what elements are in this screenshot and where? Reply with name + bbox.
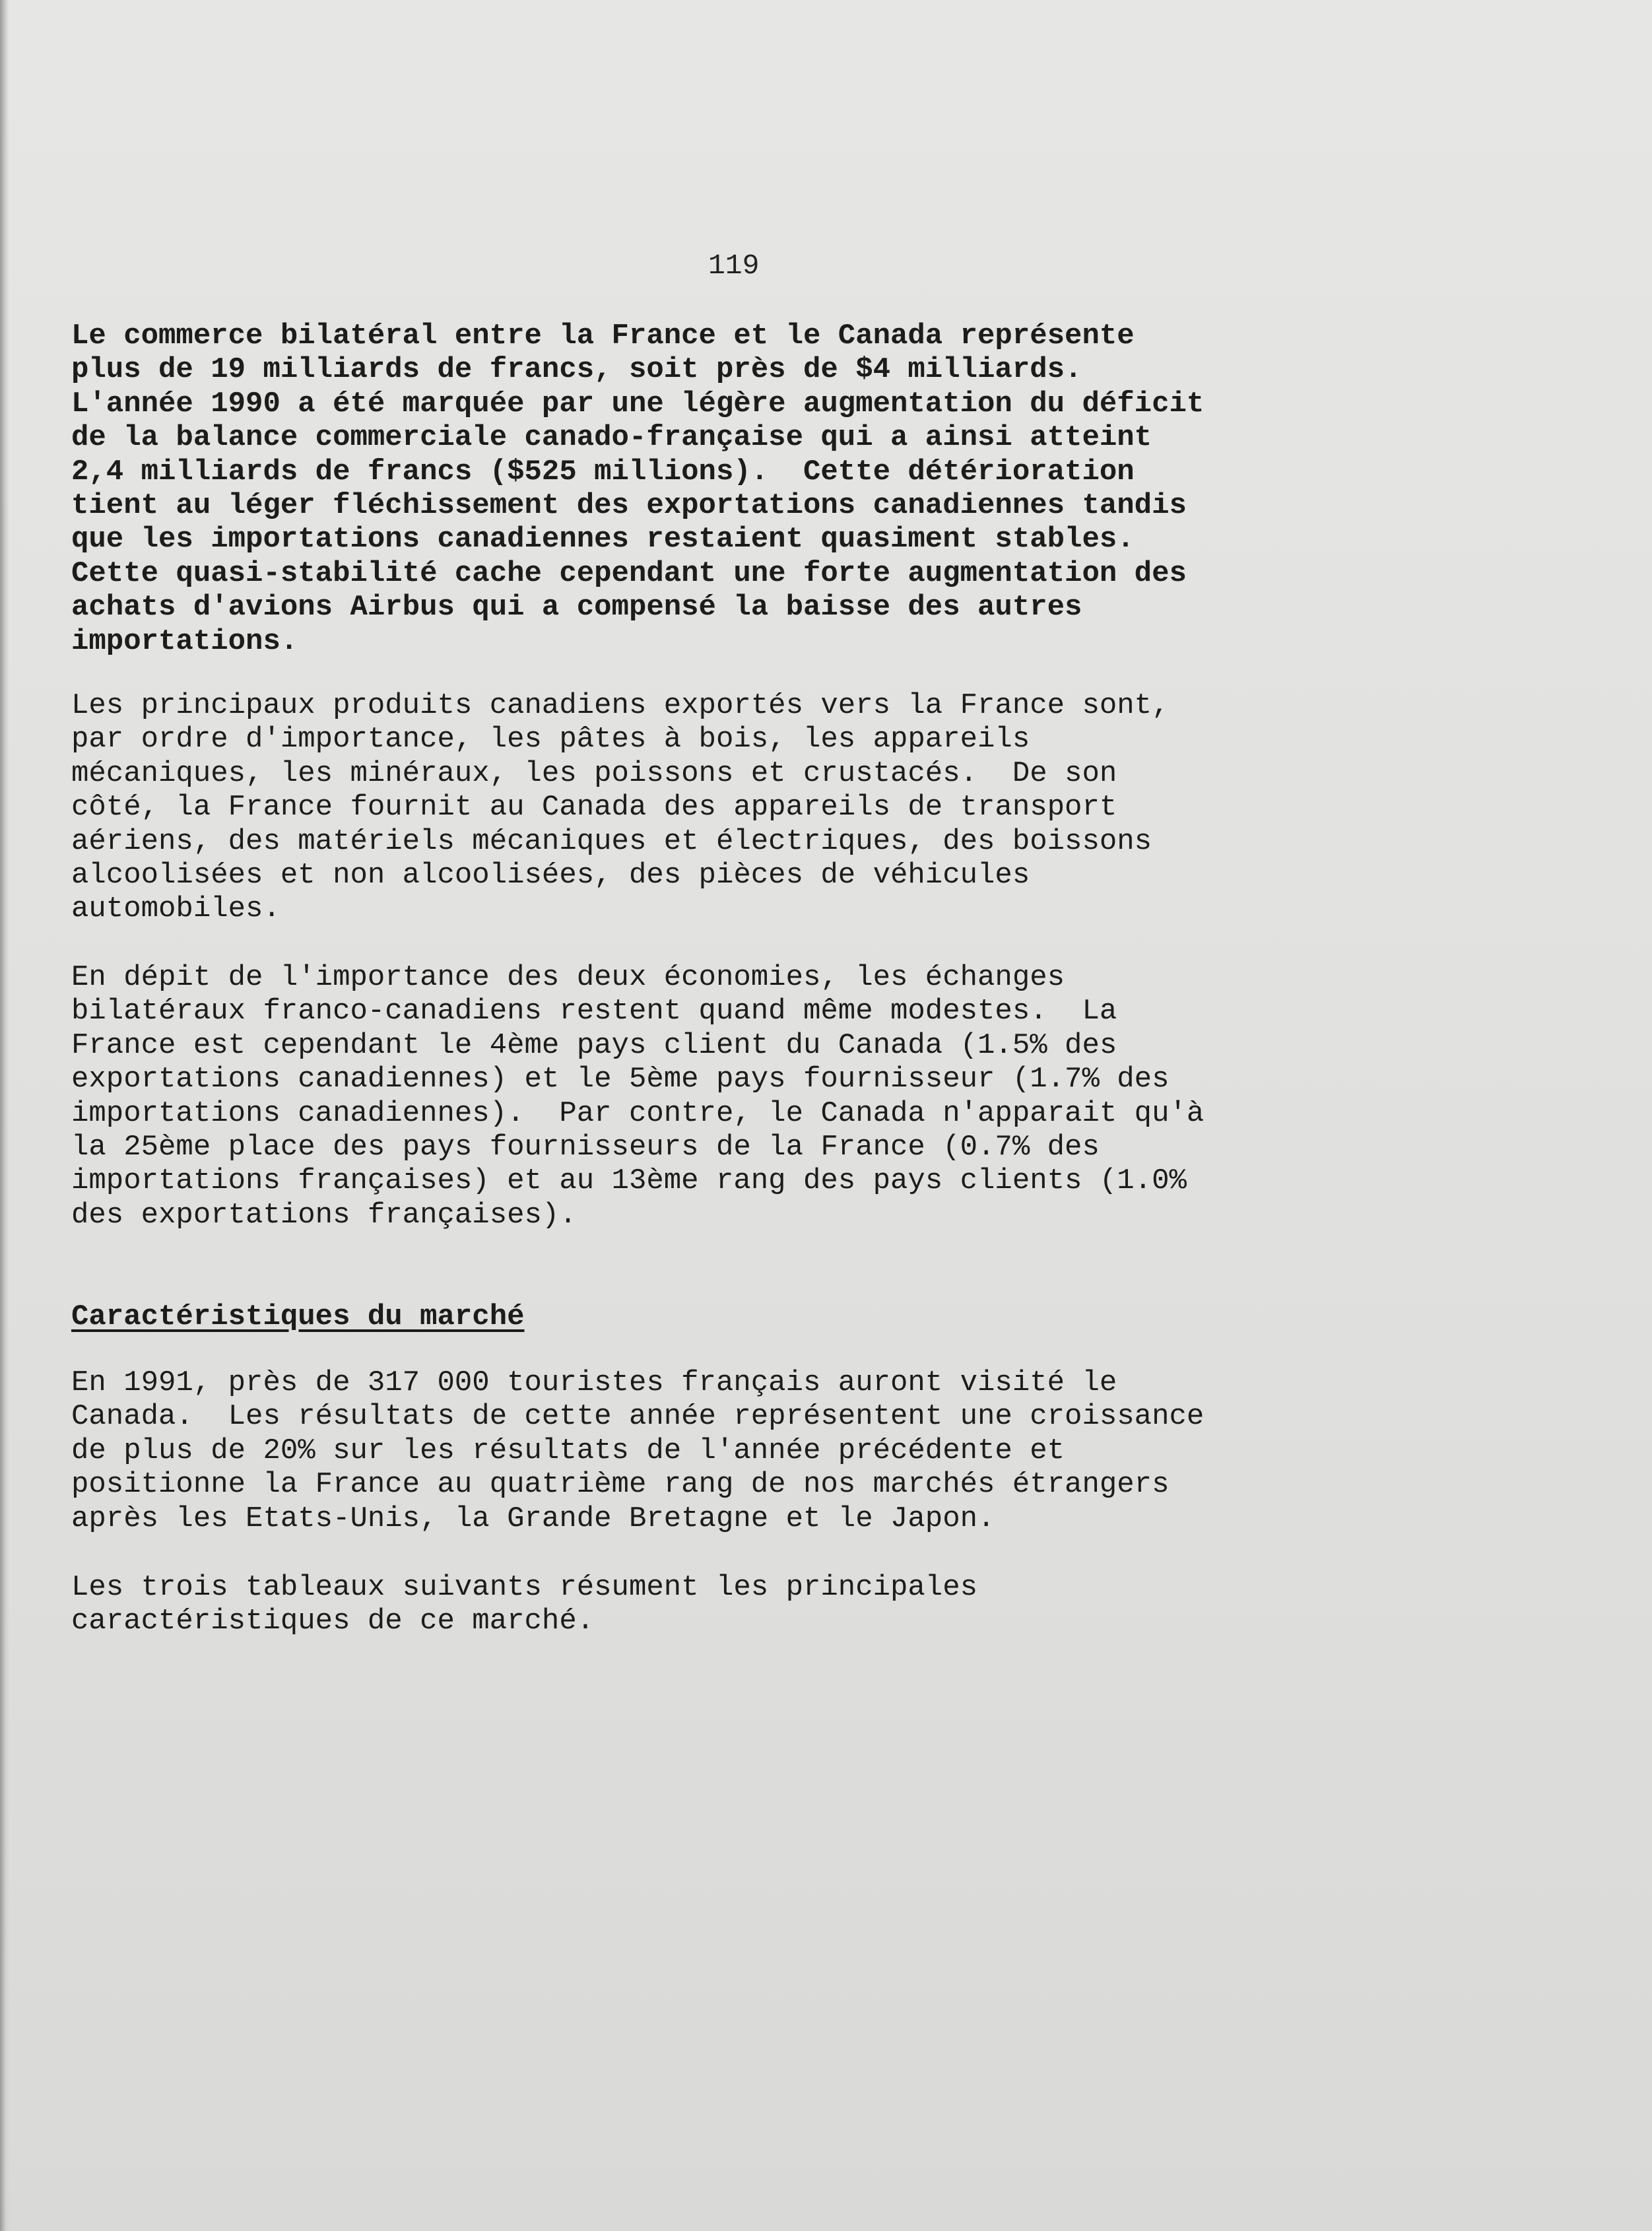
text-line: automobiles. xyxy=(71,892,281,926)
paragraph-trade-overview xyxy=(71,319,1523,659)
text-line: Les trois tableaux suivants résument les principales xyxy=(71,1571,978,1604)
text-line: exportations canadiennes) et le 5ème pays fournisseur (1.7% des xyxy=(71,1063,1170,1096)
text-line: que les importations canadiennes restaient quasiment stables. xyxy=(71,523,1135,556)
text-line: côté, la France fournit au Canada des appareils de transport xyxy=(71,791,1117,824)
section-heading: Caractéristiques du marché xyxy=(71,1300,525,1333)
text-line: achats d'avions Airbus qui a compensé la baisse des autres xyxy=(71,591,1082,624)
paragraph-exported-products xyxy=(71,689,1523,927)
text-line: Les principaux produits canadiens exportés vers la France sont, xyxy=(71,689,1170,722)
text-line: alcoolisées et non alcoolisées, des pièces de véhicules xyxy=(71,859,1030,892)
text-line: France est cependant le 4ème pays client du Canada (1.5% des xyxy=(71,1028,1117,1062)
text-line: L'année 1990 a été marquée par une légère augmentation du déficit xyxy=(71,387,1205,420)
scan-edge-shadow xyxy=(0,0,9,2231)
text-line: après les Etats-Unis, la Grande Bretagne et le Japon. xyxy=(71,1502,995,1535)
paragraph-tables-intro xyxy=(71,1571,1523,1639)
text-line: importations canadiennes). Par contre, le Canada n'apparait qu'à xyxy=(71,1096,1205,1130)
text-line: En dépit de l'importance des deux économies, les échanges xyxy=(71,961,1065,994)
text-line: importations. xyxy=(71,624,298,658)
text-line: de plus de 20% sur les résultats de l'année précédente et xyxy=(71,1434,1065,1467)
text-line: En 1991, près de 317 000 touristes français auront visité le xyxy=(71,1366,1117,1399)
page-number: 119 xyxy=(708,250,760,282)
text-line: par ordre d'importance, les pâtes à bois, les appareils xyxy=(71,723,1030,756)
text-line: des exportations françaises). xyxy=(71,1198,577,1232)
text-line: aériens, des matériels mécaniques et électriques, des boissons xyxy=(71,824,1152,858)
text-line: importations françaises) et au 13ème rang des pays clients (1.0% xyxy=(71,1164,1187,1198)
text-line: 2,4 milliards de francs ($525 millions). Cette détérioration xyxy=(71,455,1135,488)
paragraph-tourism-1991 xyxy=(71,1366,1523,1536)
text-line: mécaniques, les minéraux, les poissons et crustacés. De son xyxy=(71,756,1117,790)
text-line: tient au léger fléchissement des exportations canadiennes tandis xyxy=(71,489,1187,523)
paragraph-bilateral-exchanges xyxy=(71,961,1523,1232)
text-line: Le commerce bilatéral entre la France et le Canada représente xyxy=(71,319,1135,352)
text-line: Canada. Les résultats de cette année représentent une croissance xyxy=(71,1400,1205,1434)
text-line: la 25ème place des pays fournisseurs de la France (0.7% des xyxy=(71,1131,1100,1164)
text-line: plus de 19 milliards de francs, soit près de $4 milliards. xyxy=(71,353,1082,387)
text-line: Cette quasi-stabilité cache cependant une forte augmentation des xyxy=(71,556,1187,590)
text-line: bilatéraux franco-canadiens restent quand même modestes. La xyxy=(71,995,1117,1028)
text-line: positionne la France au quatrième rang de nos marchés étrangers xyxy=(71,1468,1170,1502)
text-line: de la balance commerciale canado-française qui a ainsi atteint xyxy=(71,421,1152,455)
text-line: caractéristiques de ce marché. xyxy=(71,1605,595,1638)
